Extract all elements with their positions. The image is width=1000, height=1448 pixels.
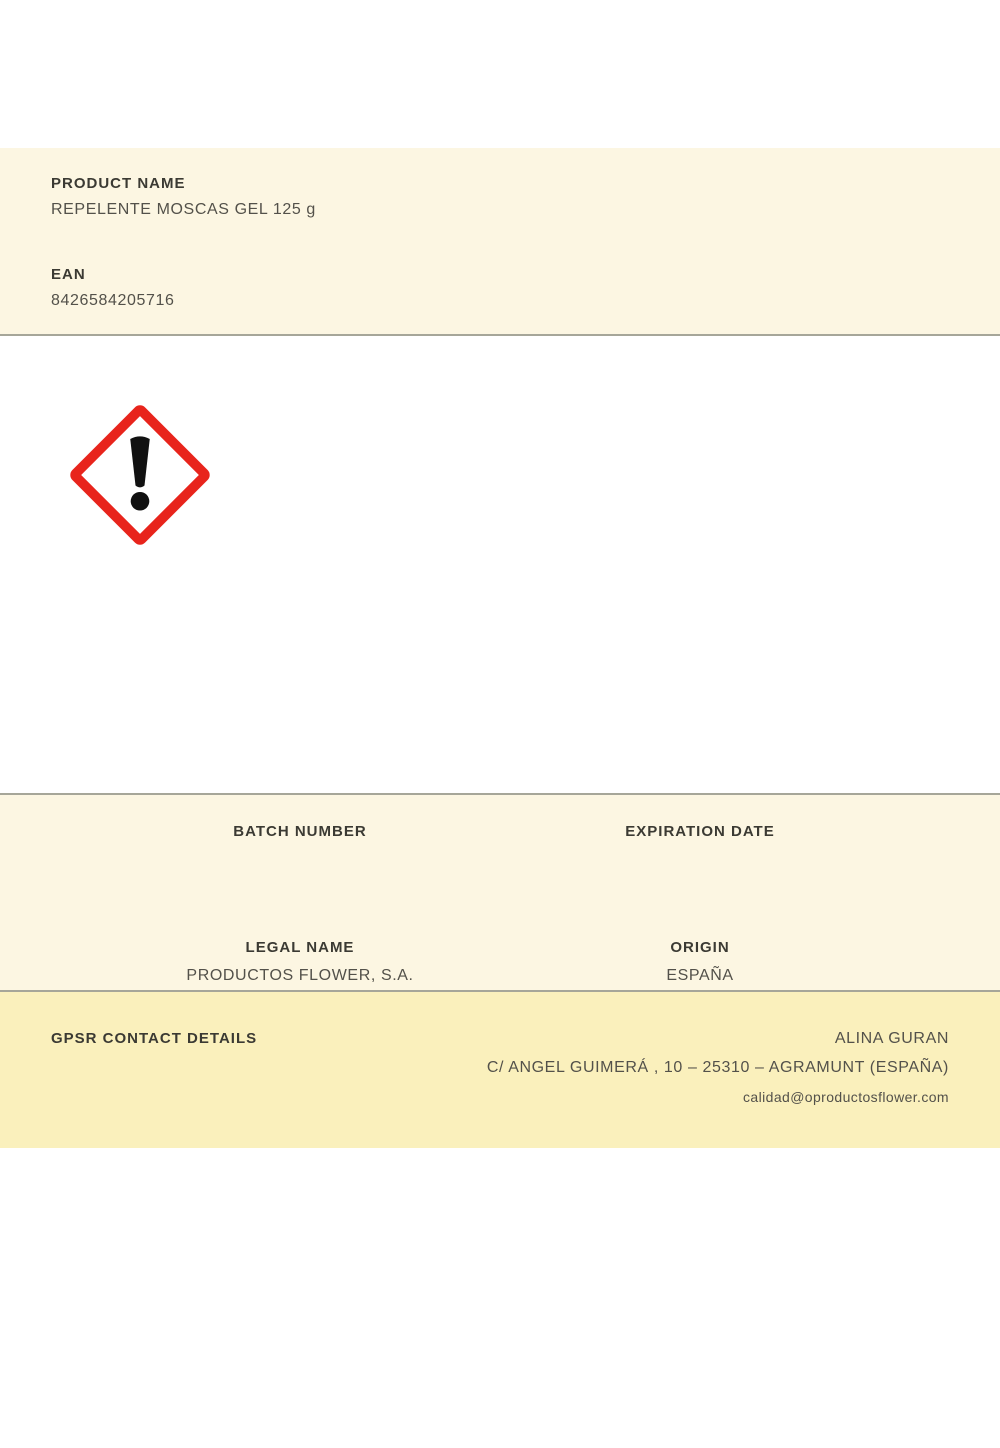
exclamation-dot	[131, 492, 150, 511]
gpsr-contact-details-label: GPSR CONTACT DETAILS	[51, 1030, 258, 1047]
expiration-date-label: EXPIRATION DATE	[625, 823, 775, 840]
contact-email: calidad@oproductosflower.com	[743, 1089, 949, 1105]
batch-number-label: BATCH NUMBER	[233, 823, 367, 840]
ean-value: 8426584205716	[51, 292, 175, 309]
ean-label: EAN	[51, 266, 86, 283]
product-info-section	[0, 148, 1000, 336]
batch-legal-section	[0, 793, 1000, 992]
expiration-date-value	[500, 851, 900, 869]
origin-label: ORIGIN	[670, 939, 730, 956]
pictogram-area	[0, 336, 1000, 793]
ghs-exclamation-warning-icon	[65, 400, 215, 550]
contact-name: ALINA GURAN	[834, 1030, 949, 1047]
product-name-value: REPELENTE MOSCAS GEL 125 g	[51, 201, 316, 218]
product-info-page	[0, 148, 1000, 1448]
gpsr-contact-section	[0, 992, 1000, 1148]
contact-address: C/ ANGEL GUIMERÁ , 10 – 25310 – AGRAMUNT (ESPAÑA)	[486, 1059, 949, 1076]
product-name-label: PRODUCT NAME	[51, 175, 186, 192]
legal-name-value: PRODUCTOS FLOWER, S.A.	[186, 967, 414, 984]
legal-name-label: LEGAL NAME	[245, 939, 355, 956]
batch-number-value	[100, 851, 500, 869]
origin-value: ESPAÑA	[666, 967, 734, 984]
